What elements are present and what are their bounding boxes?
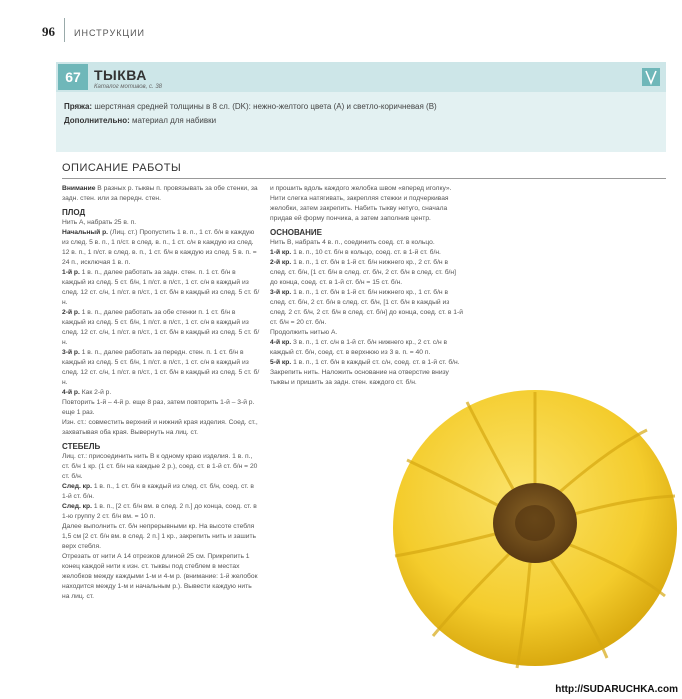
header-divider [64,18,65,42]
stem-next-1-text: 1 в. п., 1 ст. б/н в каждый из след. ст. б/н, соед. ст. в 1-й ст. б/н. [62,483,254,500]
section-name: ИНСТРУКЦИИ [74,28,146,38]
watermark: http://SUDARUCHKA.com [555,684,678,695]
left-column [62,184,260,602]
stem-next-2-text: 1 в. п., [2 ст. б/н вм. в след. 2 п.] до конца, соед. ст. в 1-ю группу 2 ст. б/н вм. = 10 п. [62,503,257,520]
extra-label: Дополнительно: [64,116,130,125]
row-4 [62,388,260,398]
row-4-text: Как 2-й р. [81,389,112,396]
row-4-label: 4-й р. [62,389,80,396]
base-round-3-text: 1 в. п., 1 ст. б/н в 1-й ст. б/н нижнего кр., 1 ст. б/н в след. ст. б/н, 2 ст. б/н в след. ст. б/н, [1 ст. б/н в каждый из след. 2 ст. б/н, 2 ст. б/н в след. ст. б/н] до конца, соед. ст. в 1-й ст. б/н = 20 ст. б/н. [270,289,463,326]
row-1-label: 1-й р. [62,269,80,276]
pattern-title: ТЫКВА [94,67,147,83]
continue-yarn-a: Продолжить нитью А. [270,329,338,336]
base-round-2-label: 2-й кр. [270,259,292,266]
intro-paragraph [62,184,260,204]
description-heading: ОПИСАНИЕ РАБОТЫ [62,162,182,174]
base-round-2-text: 1 в. п., 1 ст. б/н в 1-й ст. б/н нижнего кр., 2 ст. б/н в след. ст. б/н, [1 ст. б/н в след. ст. б/н, 2 ст. б/н в след. ст. б/н] до конца, соед. ст. в 1-й ст. б/н = 15 ст. б/н. [270,259,456,286]
extra-text: материал для набивки [132,116,217,125]
intro-label: Внимание [62,185,96,192]
yarn-text: шерстяная средней толщины в 8 сл. (DK): нежно-желтого цвета (A) и светло-коричневая (B) [94,102,437,111]
fruit-heading: ПЛОД [62,208,86,217]
row-0 [62,228,260,268]
yarn-line [64,102,437,111]
row-3 [62,348,260,388]
base-round-2 [270,258,464,288]
finish-text: Отрезать от нити А 14 отрезков длиной 25 см. Прикрепить 1 конец каждой нити к изн. ст. тыквы под стеблем в местах желобков между каждыми 1-м и 4-м р. (внимание: 1-й желобок находится между 1-м и начальным р.). Вывести каждую нить на лиц. ст. [62,553,258,600]
stem-next-1-label: След. кр. [62,483,92,490]
stem-next-2-label: След. кр. [62,503,92,510]
row-3-text: 1 в. п., далее работать за передн. стен. п. 1 ст. б/н в каждый из след. 5 ст. б/н, 1 п/ст. в п/ст., 1 ст. с/н в каждый из след. 12 ст. с/н, 1 п/ст. в п/ст., 1 ст. б/н в каждый из след. 5 ст. б/н. [62,349,260,386]
base-round-1-text: 1 в. п., 10 ст. б/н в кольцо, соед. ст. в 1-й ст. б/н. [293,249,441,256]
row-1 [62,268,260,308]
base-round-4-text: 3 в. п., 1 ст. с/н в 1-й ст. б/н нижнего кр., 2 ст. с/н в каждый ст. б/н, соед. ст. в верхнюю из 3 в. п. = 40 п. [270,339,448,356]
v-neck-icon [642,68,660,86]
yarn-label: Пряжа: [64,102,93,111]
extra-line [64,116,216,125]
pattern-catalog-ref: Каталог мотивов, с. 38 [94,84,163,90]
base-start: Нить В, набрать 4 в. п., соединить соед. ст. в кольцо. [270,239,435,246]
continued-text: и прошить вдоль каждого желобка швом «вперед иголку». Нити слегка натягивать, закрепляя стежки и подчеркивая желобки, затем закрепить. Набить тыкву нетуго, сначала придав ей форму пончика, а затем заполнив центр. [270,185,452,222]
row-2 [62,308,260,348]
base-round-5-text: 1 в. п., 1 ст. б/н в каждый ст. с/н, соед. ст. в 1-й ст. б/н. Закрепить нить. Наложить основание на отверстие внизу тыквы и пришить за задн. стен. каждого ст. б/н. [270,359,460,386]
page-number: 96 [42,24,55,39]
pattern-band [56,62,666,152]
pumpkin-photo [385,378,680,678]
repeat-text: Повторить 1-й – 4-й р. еще 8 раз, затем повторить 1-й – 3-й р. еще 1 раз. [62,399,255,416]
base-heading: ОСНОВАНИЕ [270,228,323,237]
row-2-label: 2-й р. [62,309,80,316]
stem-start: Лиц. ст.: присоединить нить В к одному краю изделия. 1 в. п., ст. б/н 1 кр. (1 ст. б/н на каждые 2 р.), соед. ст. в 1-й ст. б/н = 20 ст. б/н. [62,453,258,480]
base-round-5-label: 5-й кр. [270,359,292,366]
base-round-1 [270,248,464,258]
description-rule [62,178,666,179]
base-round-3 [270,288,464,328]
stem-heading: СТЕБЕЛЬ [62,442,101,451]
stem-continue: Далее выполнить ст. б/н непрерывными кр. На высоте стебля 1,5 см [2 ст. б/н вм. в след. 2 п.] 1 кр., закрепить нить и зашить верх стебля. [62,523,256,550]
stem-next-2 [62,502,260,522]
intro-text: В разных р. тыквы п. провязывать за обе стенки, за задн. стен. или за передн. стен. [62,185,258,202]
right-column [270,184,464,388]
row-3-label: 3-й р. [62,349,80,356]
row-2-text: 1 в. п., далее работать за обе стенки п. 1 ст. б/н в каждый из след. 5 ст. б/н, 1 п/ст. в п/ст., 1 ст. с/н в каждый из след. 12 ст. с/н, 1 п/ст. в п/ст., 1 ст. б/н в каждый из след. 5 ст. б/н. [62,309,260,346]
base-round-1-label: 1-й кр. [270,249,292,256]
join-text: Изн. ст.: совместить верхний и нижний края изделия. Соед. ст., захватывая оба края. Вывернуть на лиц. ст. [62,419,258,436]
fruit-start: Нить А, набрать 25 в. п. [62,219,137,226]
base-round-4 [270,338,464,358]
base-round-4-label: 4-й кр. [270,339,292,346]
base-round-3-label: 3-й кр. [270,289,292,296]
row-0-label: Начальный р. [62,229,109,236]
row-1-text: 1 в. п., далее работать за задн. стен. п. 1 ст. б/н в каждый из след. 5 ст. б/н, 1 п/ст. в п/ст., 1 ст. с/н в каждый из след. 12 ст. с/н, 1 п/ст. в п/ст., 1 ст. б/н в каждый из след. 5 ст. б/н. [62,269,260,306]
pattern-number: 67 [58,64,88,90]
stem-next-1 [62,482,260,502]
row-0-text: (Лиц. ст.) Пропустить 1 в. п., 1 ст. б/н в каждую из след. 5 в. п., 1 п/ст. в след. в. п., 1 ст. с/н в каждую из след. 12 в. п., 1 п/ст. в след. в. п., 1 ст. б/н в каждую из след. 5 в. п. = 24 п., исключая 1 в. п. [62,229,257,266]
